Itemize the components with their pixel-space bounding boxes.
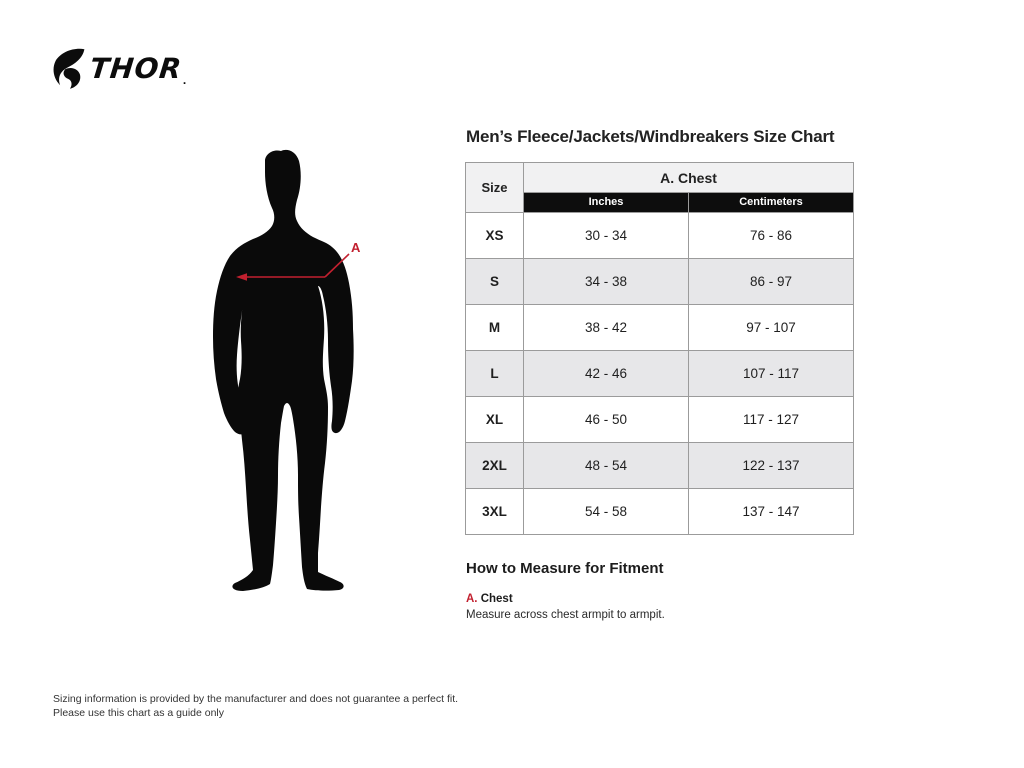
centimeters-cell: 137 - 147 bbox=[689, 489, 854, 535]
table-row bbox=[466, 397, 854, 443]
table-row bbox=[466, 213, 854, 259]
size-cell: M bbox=[466, 305, 524, 351]
size-chart-title: Men’s Fleece/Jackets/Windbreakers Size Chart bbox=[466, 127, 835, 146]
size-cell: 3XL bbox=[466, 489, 524, 535]
measure-item-letter: A. bbox=[466, 593, 478, 605]
size-cell: XL bbox=[466, 397, 524, 443]
table-row bbox=[466, 305, 854, 351]
measure-item-name: Chest bbox=[480, 593, 513, 605]
inches-cell: 46 - 50 bbox=[524, 397, 689, 443]
inches-cell: 38 - 42 bbox=[524, 305, 689, 351]
column-header-inches bbox=[524, 193, 689, 213]
how-to-measure-heading: How to Measure for Fitment bbox=[466, 560, 664, 577]
male-silhouette-svg bbox=[180, 140, 420, 610]
size-chart-table bbox=[465, 162, 854, 535]
centimeters-header-bar: Centimeters bbox=[689, 193, 853, 212]
size-cell: S bbox=[466, 259, 524, 305]
column-header-centimeters bbox=[689, 193, 854, 213]
brand-logo bbox=[52, 48, 186, 90]
table-header-row-group bbox=[466, 163, 854, 193]
column-header-size: Size bbox=[466, 163, 524, 213]
inches-cell: 34 - 38 bbox=[524, 259, 689, 305]
chest-measure-label: A bbox=[351, 240, 361, 255]
inches-cell: 48 - 54 bbox=[524, 443, 689, 489]
centimeters-cell: 107 - 117 bbox=[689, 351, 854, 397]
table-row bbox=[466, 259, 854, 305]
measure-item-title bbox=[466, 591, 665, 607]
body-silhouette-figure bbox=[180, 140, 420, 610]
table-header-row-units bbox=[466, 193, 854, 213]
size-cell: 2XL bbox=[466, 443, 524, 489]
disclaimer-line-1: Sizing information is provided by the manufacturer and does not guarantee a perfect fit. bbox=[53, 693, 459, 705]
sizing-disclaimer bbox=[53, 692, 458, 720]
male-silhouette-shape bbox=[213, 150, 354, 591]
inches-cell: 30 - 34 bbox=[524, 213, 689, 259]
centimeters-cell: 117 - 127 bbox=[689, 397, 854, 443]
inches-header-bar: Inches bbox=[524, 193, 688, 212]
centimeters-cell: 122 - 137 bbox=[689, 443, 854, 489]
centimeters-cell: 76 - 86 bbox=[689, 213, 854, 259]
centimeters-cell: 97 - 107 bbox=[689, 305, 854, 351]
size-cell: XS bbox=[466, 213, 524, 259]
table-row bbox=[466, 351, 854, 397]
inches-cell: 54 - 58 bbox=[524, 489, 689, 535]
brand-logo-mark: . bbox=[182, 73, 187, 87]
brand-logo-text: THOR bbox=[88, 52, 184, 85]
table-row bbox=[466, 443, 854, 489]
column-header-chest-group: A. Chest bbox=[524, 163, 854, 193]
thor-warrior-icon bbox=[52, 48, 88, 90]
measure-item-chest bbox=[466, 591, 665, 623]
centimeters-cell: 86 - 97 bbox=[689, 259, 854, 305]
size-cell: L bbox=[466, 351, 524, 397]
disclaimer-line-2: Please use this chart as a guide only bbox=[53, 707, 225, 719]
inches-cell: 42 - 46 bbox=[524, 351, 689, 397]
table-row bbox=[466, 489, 854, 535]
measure-item-description: Measure across chest armpit to armpit. bbox=[466, 609, 665, 621]
